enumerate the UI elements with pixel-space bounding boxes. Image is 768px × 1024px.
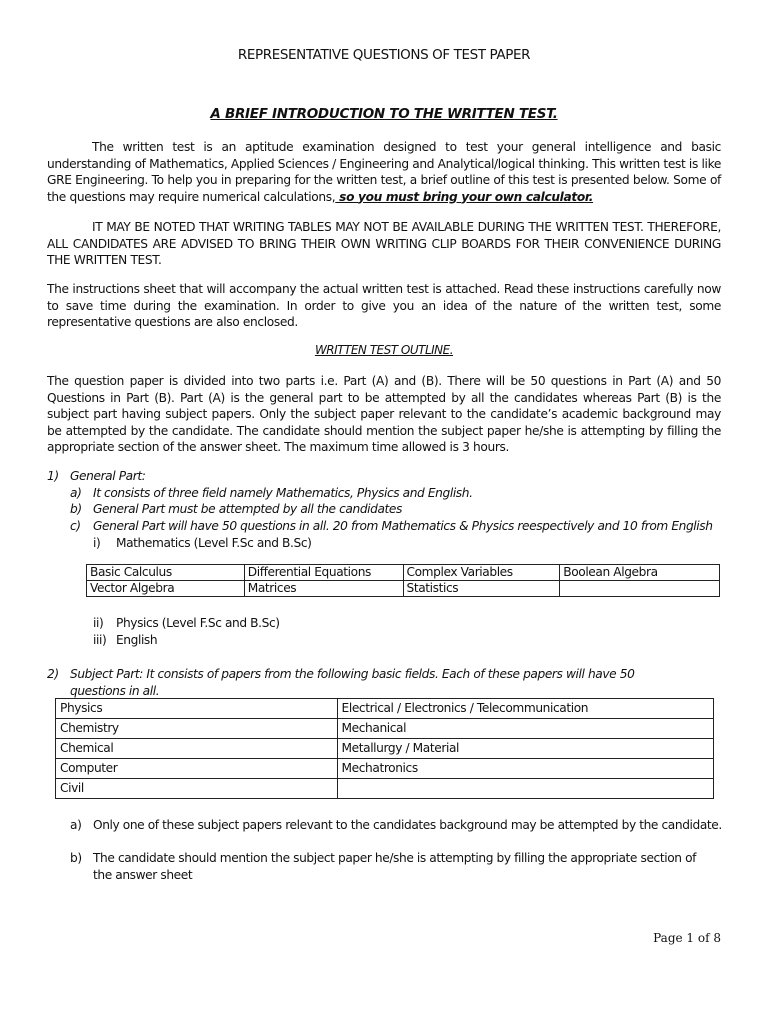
table-cell: Statistics — [403, 581, 560, 597]
table-row — [56, 759, 714, 779]
subject-papers-table — [55, 698, 714, 799]
outline-paragraph: The question paper is divided into two parts i.e. Part (A) and (B). There will be 50 questions in Part (A) and 50 Questions in Part (B). Part (A) is the general part to be attempted by all the candidates whereas Part (B) is the subject part having subject papers. Only the subject paper relevant to the candidate’s academic background may be attempted by the candidate. The candidate should mention the subject paper he/she is attempting by filling the appropriate section of the answer sheet. The maximum time allowed is 3 hours. — [47, 374, 721, 454]
general-item-a: It consists of three field namely Mathematics, Physics and English. — [93, 486, 473, 500]
table-row — [56, 699, 714, 719]
table-cell: Physics — [56, 699, 338, 719]
table-cell: Matrices — [244, 581, 403, 597]
sub-item-iii: English — [116, 633, 158, 647]
intro-text: The written test is an aptitude examination designed to test your general intelligence and basic understanding of Mathematics, Applied Sciences / Engineering and Analytical/logical thinking. This written test is like GRE Engineering. To help you in preparing for the written test, a brief outline of this test is presented below. Some of the questions may require numerical calculations, — [47, 140, 721, 204]
subject-note-a: Only one of these subject papers relevant to the candidates background may be attempted by the candidate. — [93, 818, 722, 832]
table-row — [87, 565, 720, 581]
sub-item-iii-marker: iii) — [93, 633, 107, 647]
subject-note-b-marker: b) — [70, 851, 82, 865]
general-item-b: General Part must be attempted by all the candidates — [93, 502, 402, 516]
table-cell: Basic Calculus — [87, 565, 245, 581]
subject-part-text: Subject Part: It consists of papers from the following basic fields. Each of these papers will have 50 questions in all. — [70, 667, 635, 698]
table-cell — [560, 581, 720, 597]
clipboard-notice — [47, 219, 721, 269]
table-cell: Mechanical — [337, 719, 713, 739]
subject-part-number: 2) — [47, 667, 59, 681]
table-cell: Mechatronics — [337, 759, 713, 779]
table-cell: Boolean Algebra — [560, 565, 720, 581]
general-item-c: General Part will have 50 questions in all. 20 from Mathematics & Physics reespectively and 10 from English — [93, 519, 713, 533]
math-topics-table — [86, 564, 720, 597]
subject-note-b: The candidate should mention the subject paper he/she is attempting by filling the appropriate section of the answer sheet — [93, 851, 697, 882]
section-heading: A BRIEF INTRODUCTION TO THE WRITTEN TEST. — [210, 106, 558, 122]
table-cell: Differential Equations — [244, 565, 403, 581]
table-row — [87, 581, 720, 597]
outline-heading: WRITTEN TEST OUTLINE. — [314, 343, 454, 357]
page-title: REPRESENTATIVE QUESTIONS OF TEST PAPER — [237, 47, 531, 63]
general-item-a-marker: a) — [70, 486, 82, 500]
table-cell: Civil — [56, 779, 338, 799]
table-cell: Chemistry — [56, 719, 338, 739]
instructions-paragraph: The instructions sheet that will accompany the actual written test is attached. Read these instructions carefully now to save time during the examination. In order to give you an idea of the nature of the written test, some representative questions are also enclosed. — [47, 282, 721, 329]
table-row — [56, 719, 714, 739]
clipboard-notice-text: IT MAY BE NOTED THAT WRITING TABLES MAY NOT BE AVAILABLE DURING THE WRITTEN TEST. THEREFORE, ALL CANDIDATES ARE ADVISED TO BRING THEIR OWN WRITING CLIP BOARDS FOR THEIR CONVENIENCE DURING THE WRITTEN TEST. — [47, 220, 721, 267]
general-part-number: 1) — [47, 469, 59, 483]
sub-item-ii-marker: ii) — [93, 616, 104, 630]
calculator-note: so you must bring your own calculator. — [335, 189, 594, 204]
subject-note-a-marker: a) — [70, 818, 82, 832]
table-cell: Complex Variables — [403, 565, 560, 581]
table-cell: Vector Algebra — [87, 581, 245, 597]
sub-item-i-marker: i) — [93, 536, 101, 550]
page-number: Page 1 of 8 — [653, 931, 721, 945]
general-part-heading: General Part: — [70, 469, 146, 483]
table-cell — [337, 779, 713, 799]
table-row — [56, 739, 714, 759]
general-item-c-marker: c) — [70, 519, 81, 533]
sub-item-ii: Physics (Level F.Sc and B.Sc) — [116, 616, 280, 630]
table-row — [56, 779, 714, 799]
table-cell: Metallurgy / Material — [337, 739, 713, 759]
table-cell: Computer — [56, 759, 338, 779]
general-item-b-marker: b) — [70, 502, 82, 516]
table-cell: Electrical / Electronics / Telecommunication — [337, 699, 713, 719]
sub-item-i: Mathematics (Level F.Sc and B.Sc) — [116, 536, 312, 550]
table-cell: Chemical — [56, 739, 338, 759]
intro-paragraph — [47, 139, 721, 205]
